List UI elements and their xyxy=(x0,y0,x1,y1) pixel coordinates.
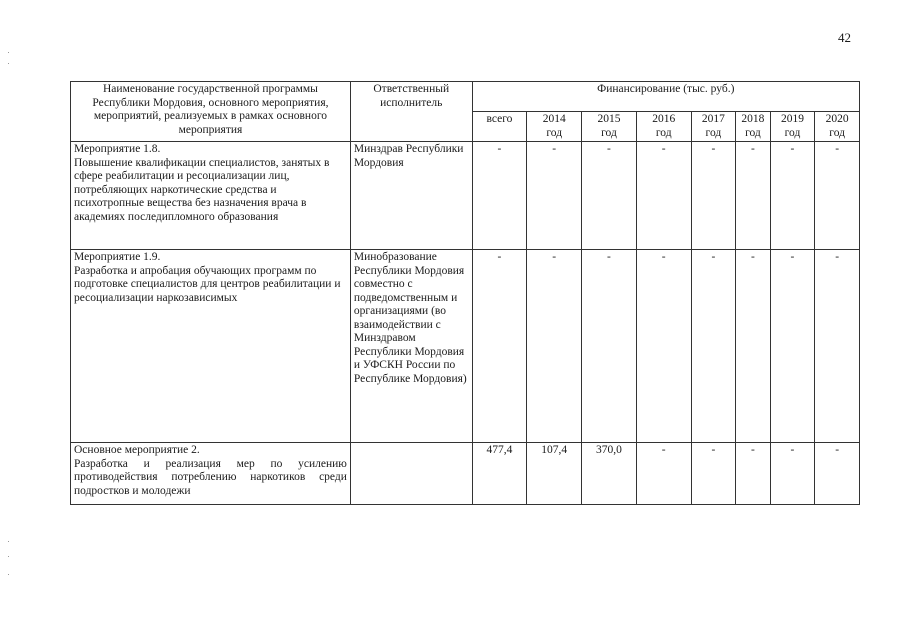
value-cell: - xyxy=(527,250,582,443)
year-header-2015: 2015 год xyxy=(582,112,637,142)
value-cell: - xyxy=(736,443,770,505)
row-title: Мероприятие 1.8. xyxy=(74,143,161,155)
value-cell: - xyxy=(636,443,691,505)
value-cell: - xyxy=(636,142,691,250)
row-title: Основное мероприятие 2. xyxy=(74,444,200,456)
value-cell: - xyxy=(691,142,736,250)
value-cell: - xyxy=(770,250,815,443)
financing-table xyxy=(70,81,860,505)
row-executor: Минздрав Республики Мордовия xyxy=(350,142,472,250)
value-cell: - xyxy=(736,142,770,250)
scan-artifact xyxy=(8,574,9,575)
row-description: Разработка и апробация обучающих программ по подготовке специалистов для центров реабилитации и ресоциализации наркозависимых xyxy=(74,264,341,304)
value-cell: - xyxy=(815,250,860,443)
value-cell: - xyxy=(815,443,860,505)
page-number: 42 xyxy=(838,30,851,45)
header-executor-column: Ответственный исполнитель xyxy=(350,82,472,142)
value-cell: - xyxy=(472,142,527,250)
scan-artifact xyxy=(8,541,9,542)
row-description: Повышение квалификации специалистов, занятых в сфере реабилитации и ресоциализации лиц, потребляющих наркотические средства и психотропные вещества без назначения врача в академиях последипломного образования xyxy=(74,156,330,223)
value-cell: - xyxy=(527,142,582,250)
value-cell: - xyxy=(636,250,691,443)
scan-artifact xyxy=(8,63,9,64)
row-description: Разработка и реализация мер по усилению противодействия потреблению наркотиков среди подростков и молодежи xyxy=(74,457,347,497)
value-cell: 477,4 xyxy=(472,443,527,505)
row-title: Мероприятие 1.9. xyxy=(74,251,161,263)
value-cell: - xyxy=(770,142,815,250)
scan-artifact xyxy=(8,52,9,53)
row-name-cell xyxy=(71,443,351,505)
value-cell: - xyxy=(691,443,736,505)
table-row xyxy=(71,250,860,443)
value-cell: - xyxy=(582,142,637,250)
table-row xyxy=(71,142,860,250)
value-cell: 107,4 xyxy=(527,443,582,505)
year-header-2014: 2014 год xyxy=(527,112,582,142)
year-header-total: всего xyxy=(472,112,527,142)
year-header-2016: 2016 год xyxy=(636,112,691,142)
year-header-2020: 2020 год xyxy=(815,112,860,142)
year-header-2018: 2018 год xyxy=(736,112,770,142)
year-header-2017: 2017 год xyxy=(691,112,736,142)
value-cell: - xyxy=(472,250,527,443)
year-header-2019: 2019 год xyxy=(770,112,815,142)
value-cell: - xyxy=(815,142,860,250)
row-executor: Минобразование Республики Мордовия совместно с подведомственным и организациями (во взаимодействии с Минздравом Республики Мордовия и УФСКН России по Республике Мордовия) xyxy=(350,250,472,443)
row-executor xyxy=(350,443,472,505)
value-cell: 370,0 xyxy=(582,443,637,505)
table-row xyxy=(71,443,860,505)
row-name-cell xyxy=(71,142,351,250)
value-cell: - xyxy=(582,250,637,443)
value-cell: - xyxy=(736,250,770,443)
value-cell: - xyxy=(691,250,736,443)
value-cell: - xyxy=(770,443,815,505)
row-name-cell xyxy=(71,250,351,443)
scan-artifact xyxy=(8,556,9,557)
header-name-column: Наименование государственной программы Республики Мордовия, основного мероприятия, мероприятий, реализуемых в рамках основного мероприятия xyxy=(71,82,351,142)
header-financing: Финансирование (тыс. руб.) xyxy=(472,82,859,112)
